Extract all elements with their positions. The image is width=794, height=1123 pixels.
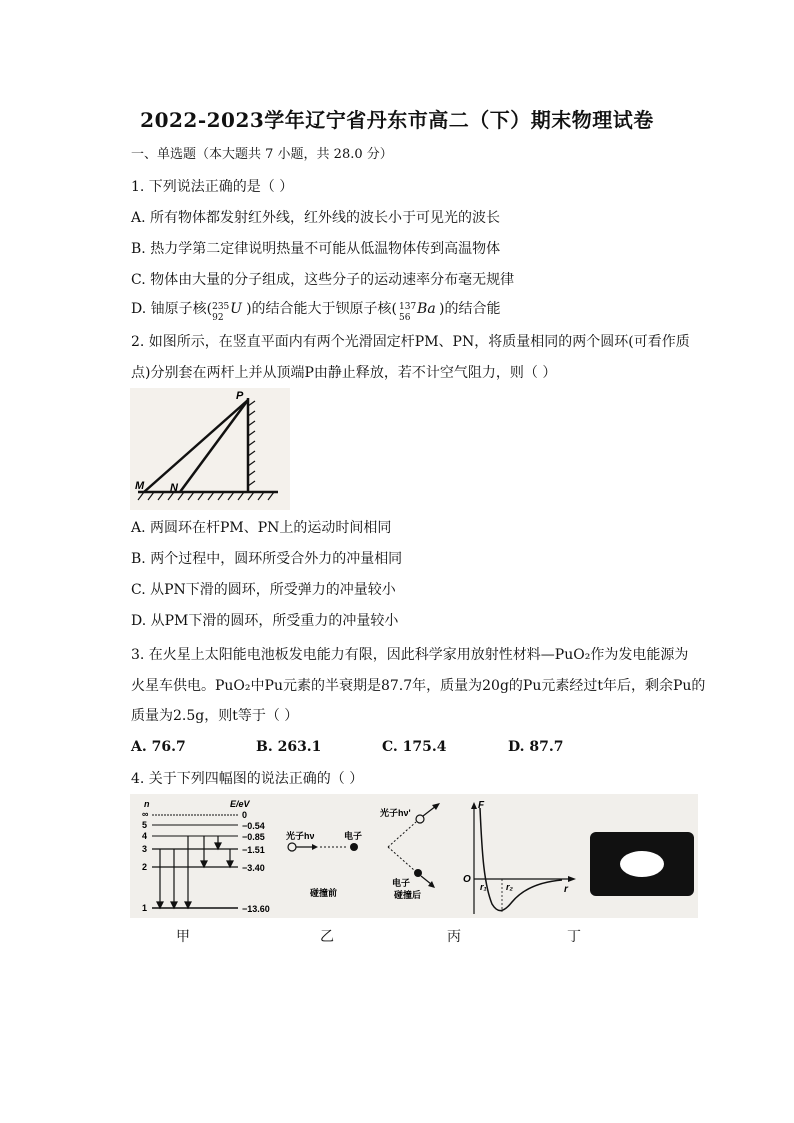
q3-stem-line2: 火星车供电。PuO₂中Pu元素的半衰期是87.7年，质量为20g的Pu元素经过t年后，剩余Pu的 xyxy=(131,678,706,694)
q2-option-a: A. 两圆环在杆PM、PN上的运动时间相同 xyxy=(131,520,392,536)
origin-label: O xyxy=(463,874,471,885)
q1-option-a: A. 所有物体都发射红外线，红外线的波长小于可见光的波长 xyxy=(131,210,501,226)
after-collision-label: 碰撞后 xyxy=(394,890,422,900)
before-collision-label: 碰撞前 xyxy=(310,888,338,898)
uranium-nuclide xyxy=(212,300,246,323)
caption-ding: 丁 xyxy=(567,929,581,945)
electron-label-after: 电子 xyxy=(392,878,411,888)
uranium-mass-number: 235 xyxy=(212,302,230,312)
label-n: N xyxy=(170,482,178,494)
electron-label-before: 电子 xyxy=(344,831,363,841)
q3-option-d: D. 87.7 xyxy=(508,739,564,755)
axis-e-label: E/eV xyxy=(230,799,250,809)
q4-stem: 4. 关于下列四幅图的说法正确的（ ） xyxy=(131,771,364,787)
level-e-inf: 0 xyxy=(242,810,248,820)
electron-dot-before xyxy=(350,843,358,851)
q2-stem-line2: 点)分别套在两杆上并从顶端P由静止释放，若不计空气阻力，则（ ） xyxy=(131,365,557,381)
q1-option-d xyxy=(131,300,501,323)
q2-option-d: D. 从PM下滑的圆环，所受重力的冲量较小 xyxy=(131,613,399,629)
level-e-5: −0.54 xyxy=(242,821,265,831)
level-n-2: 2 xyxy=(142,862,148,872)
level-n-inf: ∞ xyxy=(142,809,149,819)
q4-four-figures xyxy=(130,794,698,918)
r2-label: r₂ xyxy=(506,882,513,892)
q2-option-c: C. 从PN下滑的圆环，所受弹力的冲量较小 xyxy=(131,582,396,598)
axis-n-label: n xyxy=(144,799,150,809)
r1-label: r₁ xyxy=(480,882,487,892)
caption-yi: 乙 xyxy=(320,929,334,945)
q1-option-c: C. 物体由大量的分子组成，这些分子的运动速率分布毫无规律 xyxy=(131,272,515,288)
level-e-1: −13.60 xyxy=(242,904,270,914)
r-axis-label: r xyxy=(564,884,568,895)
recoil-electron-dot xyxy=(414,869,422,877)
diffraction-image xyxy=(590,832,694,896)
bright-ellipse xyxy=(620,851,664,877)
caption-bing: 丙 xyxy=(447,929,461,945)
level-n-1: 1 xyxy=(142,903,148,913)
level-n-4: 4 xyxy=(142,831,148,841)
uranium-atomic-number: 92 xyxy=(212,313,224,323)
level-e-4: −0.85 xyxy=(242,832,265,842)
photon-label: 光子hν xyxy=(286,831,315,841)
level-e-3: −1.51 xyxy=(242,845,265,855)
level-n-5: 5 xyxy=(142,820,148,830)
barium-atomic-number: 56 xyxy=(399,313,411,323)
barium-nuclide xyxy=(397,300,439,323)
barium-symbol: Ba xyxy=(417,301,436,317)
barium-mass-number: 137 xyxy=(399,302,417,312)
q1-option-d-prefix: D. 铀原子核( xyxy=(131,301,213,317)
caption-jia: 甲 xyxy=(176,929,190,945)
page-title: 2022-2023学年辽宁省丹东市高二（下）期末物理试卷 xyxy=(140,108,654,132)
label-p: P xyxy=(236,390,244,402)
q1-option-d-suffix: )的结合能 xyxy=(439,301,501,317)
q3-option-c: C. 175.4 xyxy=(382,739,447,755)
level-e-2: −3.40 xyxy=(242,863,265,873)
q3-stem-line1: 3. 在火星上太阳能电池板发电能力有限，因此科学家用放射性材料—PuO₂作为发电能源为 xyxy=(131,647,689,663)
q3-option-a: A. 76.7 xyxy=(131,739,186,755)
q2-stem-line1: 2. 如图所示，在竖直平面内有两个光滑固定杆PM、PN，将质量相同的两个圆环(可看作质 xyxy=(131,334,690,350)
q1-option-d-middle: )的结合能大于钡原子核( xyxy=(246,301,398,317)
f-axis-label: F xyxy=(478,800,485,811)
section-heading: 一、单选题（本大题共 7 小题，共 28.0 分） xyxy=(131,147,393,162)
uranium-symbol: U xyxy=(230,301,242,317)
q1-option-b: B. 热力学第二定律说明热量不可能从低温物体传到高温物体 xyxy=(131,241,501,257)
level-n-3: 3 xyxy=(142,844,148,854)
scattered-photon-label: 光子hν' xyxy=(380,808,411,818)
label-m: M xyxy=(135,480,145,492)
incline-rods-figure xyxy=(130,388,290,510)
q3-option-b: B. 263.1 xyxy=(256,739,322,755)
q3-stem-line3: 质量为2.5g，则t等于（ ） xyxy=(131,708,299,724)
q1-stem: 1. 下列说法正确的是（ ） xyxy=(131,179,294,195)
q2-option-b: B. 两个过程中，圆环所受合外力的冲量相同 xyxy=(131,551,403,567)
